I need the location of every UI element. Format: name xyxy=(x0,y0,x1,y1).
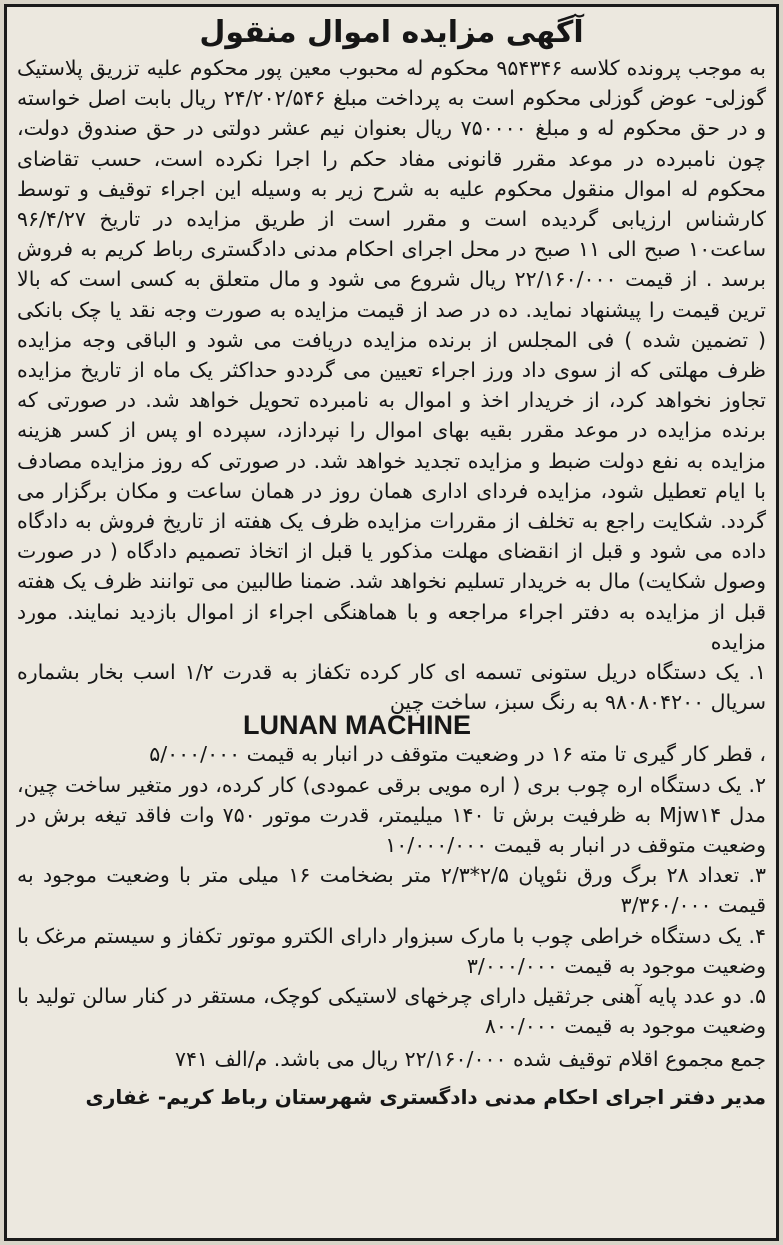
auction-item-5: ۵. دو عدد پایه آهنی جرثقیل دارای چرخهای لاستیکی کوچک، مستقر در کنار سالن تولید با وضعیت موجود به قیمت ۸۰۰/۰۰۰ xyxy=(17,984,766,1039)
auction-item-4: ۴. یک دستگاه خراطی چوب با مارک سبزوار دارای الکترو موتور تکفاز و سیستم مرغک با وضعیت موجود به قیمت ۳/۰۰۰/۰۰۰ xyxy=(17,923,766,978)
auction-item-1: ۱. یک دستگاه دریل ستونی تسمه ای کار کرده تکفاز به قدرت ۱/۲ اسب بخار بشماره سریال ۹۸۰۸۰۴۲۰۰ به رنگ سبز، ساخت چین xyxy=(17,660,766,715)
notice-body: به موجب پرونده کلاسه ۹۵۴۳۴۶ محکوم له محبوب معین پور محکوم علیه تزریق پلاستیک گوزلی- عوض گوزلی محکوم است به پرداخت مبلغ ۲۴/۲۰۲/۵۴۶ ریال بابت اصل خواسته و در حق محکوم له و مبلغ ۷۵۰۰۰۰ ریال بعنوان نیم عشر دولتی در حق صندوق دولت، چون نامبرده در موعد مقرر قانونی مفاد حکم را اجرا نکرده است، حسب تقاضای محکوم له اموال منقول محکوم علیه به شرح زیر به وسیله این اجراء توقیف و توسط کارشناس ارزیابی گردیده است و مقرر است از طریق مزایده در تاریخ ۹۶/۴/۲۷ ساعت۱۰ صبح الی ۱۱ صبح در محل اجرای احکام مدنی دادگستری رباط کریم به فروش برسد . از قیمت ۲۲/۱۶۰/۰۰۰ ریال شروع می شود و مال متعلق به کسی است که بالا ترین قیمت را پیشنهاد نماید. ده در صد از قیمت مزایده به صورت وجه نقد یا چک بانکی ( تضمین شده ) فی المجلس از برنده مزایده دریافت می شود و الباقی وجه مزایده ظرف مهلتی که از سوی داد ورز اجراء تعیین می گرددو حداکثر یک ماه از تاریخ مزایده تجاوز نخواهد کرد، از خریدار اخذ و اموال به نامبرده تحویل خواهد شد. در صورتی که برنده مزایده در موعد مقرر بقیه بهای اموال را نپردازد، سپرده او پس از کسر هزینه مزایده به نفع دولت ضبط و مزایده تجدید خواهد شد. در صورتی که روز مزایده مصادف با ایام تعطیل شود، مزایده فردای اداری همان روز در همان ساعت و مکان برگزار می گردد. شکایت راجع به تخلف از مقررات مزایده ظرف یک هفته از تاریخ فروش به دادگاه داده می شود و قبل از انقضای مهلت مذکور یا قبل از اتخاذ تصمیم دادگاه ( در صورت وصول شکایت) مال به خریدار تسلیم نخواهد شد. ضمنا طالبین می توانند ظرف یک هفته قبل از مزایده به دفتر اجراء مراجعه و با هماهنگی اجراء از اموال بازدید نمایند. مورد مزایده xyxy=(17,56,767,654)
total-sum: جمع مجموع اقلام توقیف شده ۲۲/۱۶۰/۰۰۰ ریال می باشد. م/الف ۷۴۱ xyxy=(174,1046,766,1071)
notice-page xyxy=(4,4,779,1241)
auction-item-1-detail: ، قطر کار گیری تا مته ۱۶ در وضعیت متوقف در انبار به قیمت ۵/۰۰۰/۰۰۰ xyxy=(149,742,766,767)
signature-line: مدیر دفتر اجرای احکام مدنی دادگستری شهرستان رباط کریم- غفاری xyxy=(85,1084,766,1109)
auction-item-3: ۳. تعداد ۲۸ برگ ورق نئوپان ۲/۵*۲/۳ متر بضخامت ۱۶ میلی متر با وضعیت موجود به قیمت ۳/۳۶۰/۰۰۰ xyxy=(17,863,766,918)
auction-items-list xyxy=(17,657,766,1041)
auction-item-2: ۲. یک دستگاه اره چوب بری ( اره مویی برقی عمودی) کار کرده، دور متغیر ساخت چین، مدل Mjw۱۴ به ظرفیت برش تا ۱۴۰ میلیمتر، قدرت موتور ۷۵۰ وات فاقد تیغه برش در وضعیت متوقف در انبار به قیمت ۱۰/۰۰۰/۰۰۰ xyxy=(17,772,766,858)
notice-title: آگهی مزایده اموال منقول xyxy=(199,15,584,50)
machine-brand: LUNAN MACHINE xyxy=(243,710,471,741)
